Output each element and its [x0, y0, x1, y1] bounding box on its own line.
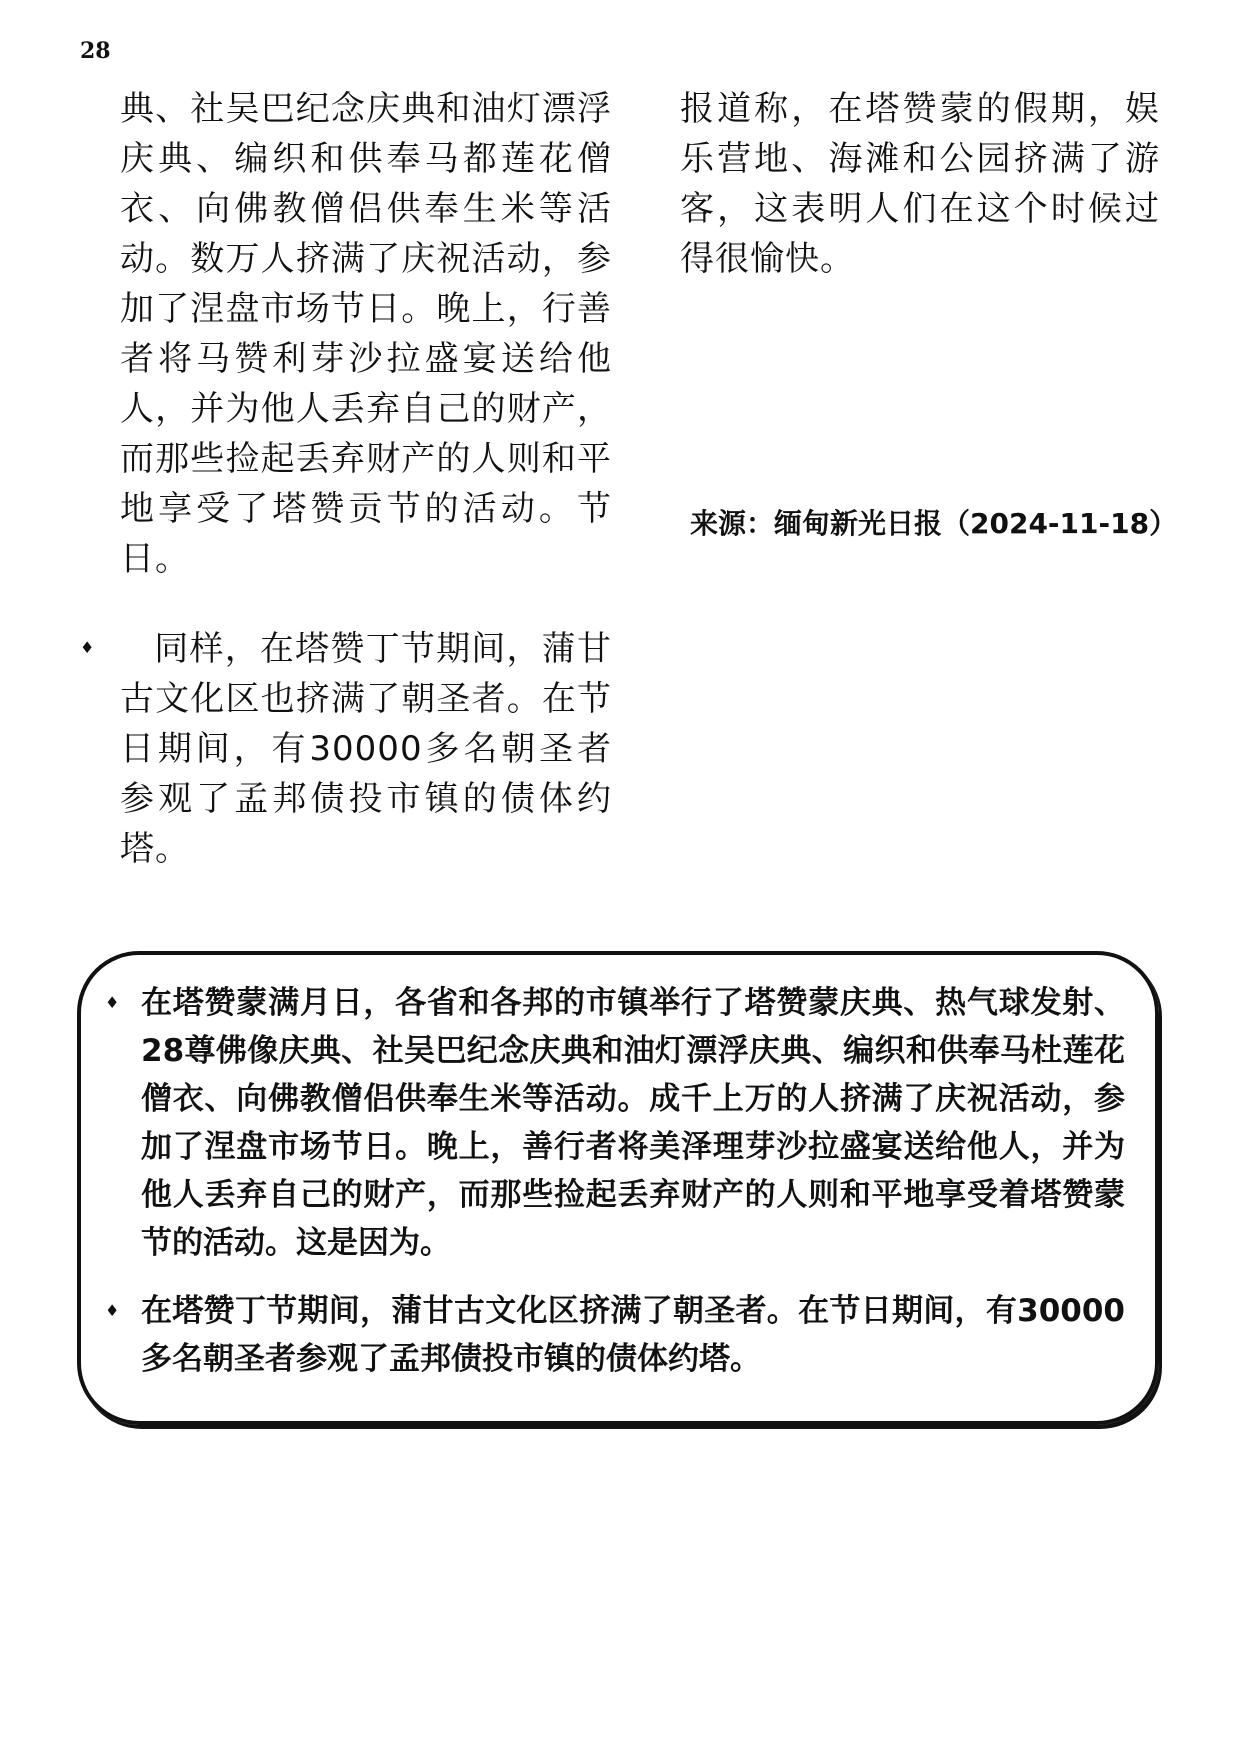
article-paragraph [80, 624, 612, 874]
left-column [80, 84, 612, 874]
source-citation: 来源：缅甸新光日报（2024-11-18） [690, 507, 1178, 540]
summary-text: 在塔赞蒙满月日，各省和各邦的市镇举行了塔赞蒙庆典、热气球发射、28尊佛像庆典、社吴巴纪念庆典和油灯漂浮庆典、编织和供奉马杜莲花僧衣、向佛教僧侣供奉生米等活动。成千上万的人挤满了庆祝活动，参加了涅盘市场节日。晚上，善行者将美泽理芽沙拉盛宴送给他人，并为他人丢弃自己的财产，而那些捡起丢弃财产的人则和平地享受着塔赞蒙节的活动。这是因为。 [141, 985, 1125, 1261]
paragraph-text: 报道称，在塔赞蒙的假期，娱乐营地、海滩和公园挤满了游客，这表明人们在这个时候过得很愉快。 [680, 89, 1160, 279]
page-number: 28 [80, 38, 111, 64]
right-column [680, 84, 1160, 284]
paragraph-body: 同样，在塔赞丁节期间，蒲甘古文化区也挤满了朝圣者。在节日期间，有30000多名朝圣者参观了孟邦债投市镇的债体约塔。 [120, 629, 612, 869]
summary-text: 在塔赞丁节期间，蒲甘古文化区挤满了朝圣者。在节日期间，有30000多名朝圣者参观了孟邦债投市镇的债体约塔。 [141, 1293, 1125, 1377]
diamond-bullet-icon: ♦ [105, 1301, 120, 1320]
paragraph-text: 典、社吴巴纪念庆典和油灯漂浮庆典、编织和供奉马都莲花僧衣、向佛教僧侣供奉生米等活动。数万人挤满了庆祝活动，参加了涅盘市场节日。晚上，行善者将马赞利芽沙拉盛宴送给他人，并为他人丢弃自己的财产，而那些捡起丢弃财产的人则和平地享受了塔赞贡节的活动。节日。 [120, 89, 612, 579]
summary-item [105, 1287, 1125, 1383]
summary-box [77, 951, 1159, 1425]
summary-item [105, 979, 1125, 1267]
paragraph-text [120, 624, 612, 874]
diamond-bullet-icon: ♦ [105, 993, 120, 1012]
article-paragraph [80, 84, 612, 584]
diamond-bullet-icon: ♦ [80, 638, 95, 657]
